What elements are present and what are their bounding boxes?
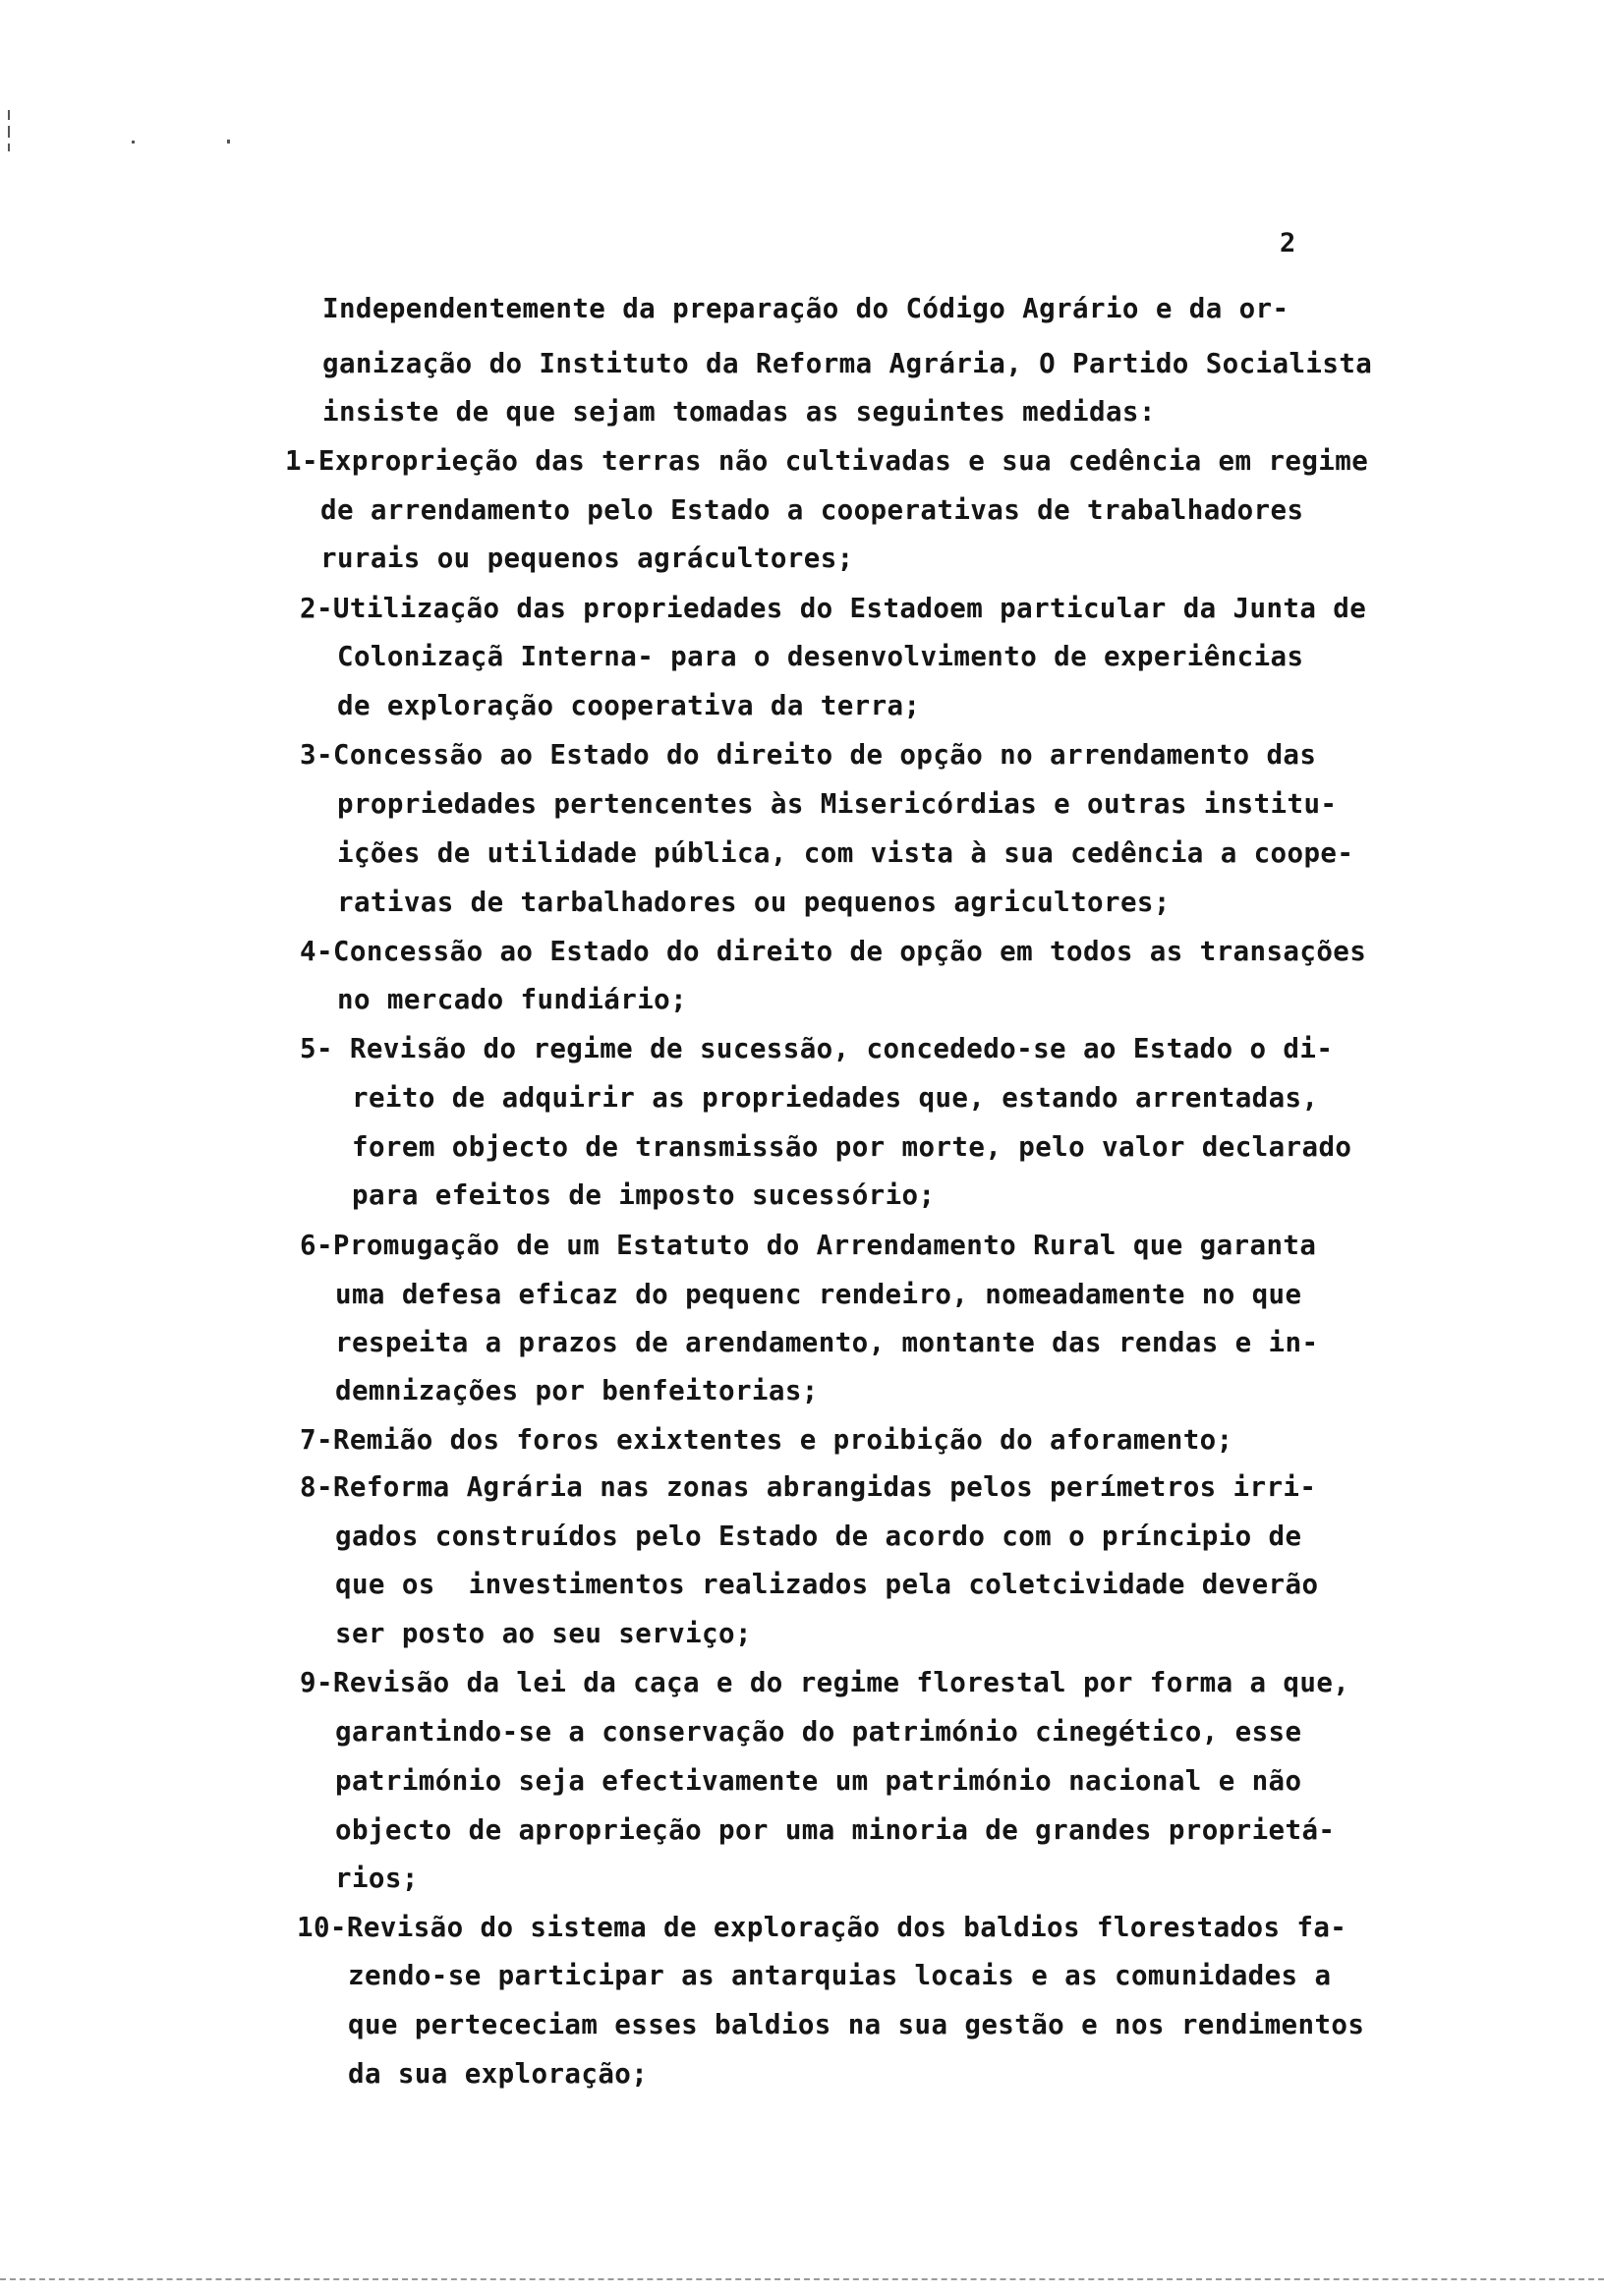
list-item-3: 3-Concessão ao Estado do direito de opção no arrendamento das — [300, 739, 1317, 771]
scan-edge-rule — [0, 2278, 1604, 2280]
text-line: demnizações por benfeitorias; — [335, 1375, 819, 1406]
text-line: que pertececiam esses baldios na sua gestão e nos rendimentos — [348, 2009, 1365, 2040]
text-line: que os investimentos realizados pela coletcividade deverão — [335, 1569, 1319, 1600]
text-line: rativas de tarbalhadores ou pequenos agricultores; — [337, 887, 1171, 918]
text-line: objecto de aproprieção por uma minoria de grandes proprietá- — [335, 1814, 1336, 1846]
text-line: gados construídos pelo Estado de acordo com o príncipio de — [335, 1521, 1302, 1552]
scan-mark — [8, 144, 10, 151]
list-item-5: 5- Revisão do regime de sucessão, concededo-se ao Estado o di- — [300, 1033, 1334, 1064]
scan-mark — [227, 140, 230, 144]
text-line: reito de adquirir as propriedades que, estando arrentadas, — [352, 1082, 1319, 1114]
scan-mark — [8, 126, 10, 138]
text-line: ições de utilidade pública, com vista à sua cedência a coope- — [337, 837, 1354, 869]
text-line: garantindo-se a conservação do património cinegético, esse — [335, 1716, 1302, 1748]
text-line: zendo-se participar as antarquias locais e as comunidades a — [348, 1960, 1332, 1991]
list-item-10: 10-Revisão do sistema de exploração dos baldios florestados fa- — [297, 1912, 1347, 1943]
text-line: uma defesa eficaz do pequenc rendeiro, nomeadamente no que — [335, 1279, 1302, 1310]
text-line: rurais ou pequenos agrácultores; — [320, 543, 854, 574]
text-line: insiste de que sejam tomadas as seguintes medidas: — [322, 396, 1156, 428]
text-line: rios; — [335, 1863, 419, 1894]
text-line: respeita a prazos de arendamento, montante das rendas e in- — [335, 1327, 1319, 1358]
text-line: para efeitos de imposto sucessório; — [352, 1179, 936, 1211]
text-line: forem objecto de transmissão por morte, pelo valor declarado — [352, 1131, 1352, 1163]
scan-mark — [8, 110, 10, 120]
text-line: da sua exploração; — [348, 2058, 649, 2090]
scan-mark — [132, 141, 135, 144]
list-item-2: 2-Utilização das propriedades do Estadoem particular da Junta de — [300, 593, 1367, 624]
text-line: propriedades pertencentes às Misericórdias e outras institu- — [337, 788, 1338, 820]
list-item-4: 4-Concessão ao Estado do direito de opção em todos as transações — [300, 936, 1367, 967]
list-item-6: 6-Promugação de um Estatuto do Arrendamento Rural que garanta — [300, 1230, 1317, 1261]
text-line: no mercado fundiário; — [337, 984, 688, 1015]
text-line: de arrendamento pelo Estado a cooperativas de trabalhadores — [320, 494, 1304, 526]
page-number: 2 — [1280, 228, 1296, 258]
list-item-7: 7-Remião dos foros exixtentes e proibição do aforamento; — [300, 1424, 1233, 1456]
text-line: de exploração cooperativa da terra; — [337, 690, 921, 721]
text-line: ser posto ao seu serviço; — [335, 1618, 752, 1649]
text-line: ganização do Instituto da Reforma Agrária, O Partido Socialista — [322, 348, 1373, 379]
list-item-9: 9-Revisão da lei da caça e do regime florestal por forma a que, — [300, 1667, 1350, 1698]
list-item-8: 8-Reforma Agrária nas zonas abrangidas pelos perímetros irri- — [300, 1471, 1317, 1503]
text-line: património seja efectivamente um património nacional e não — [335, 1765, 1302, 1797]
list-item-1: 1-Exproprieção das terras não cultivadas e sua cedência em regime — [285, 445, 1369, 477]
text-line: Independentemente da preparação do Código Agrário e da or- — [322, 293, 1289, 324]
text-line: Colonizaçã Interna- para o desenvolvimento de experiências — [337, 641, 1304, 672]
